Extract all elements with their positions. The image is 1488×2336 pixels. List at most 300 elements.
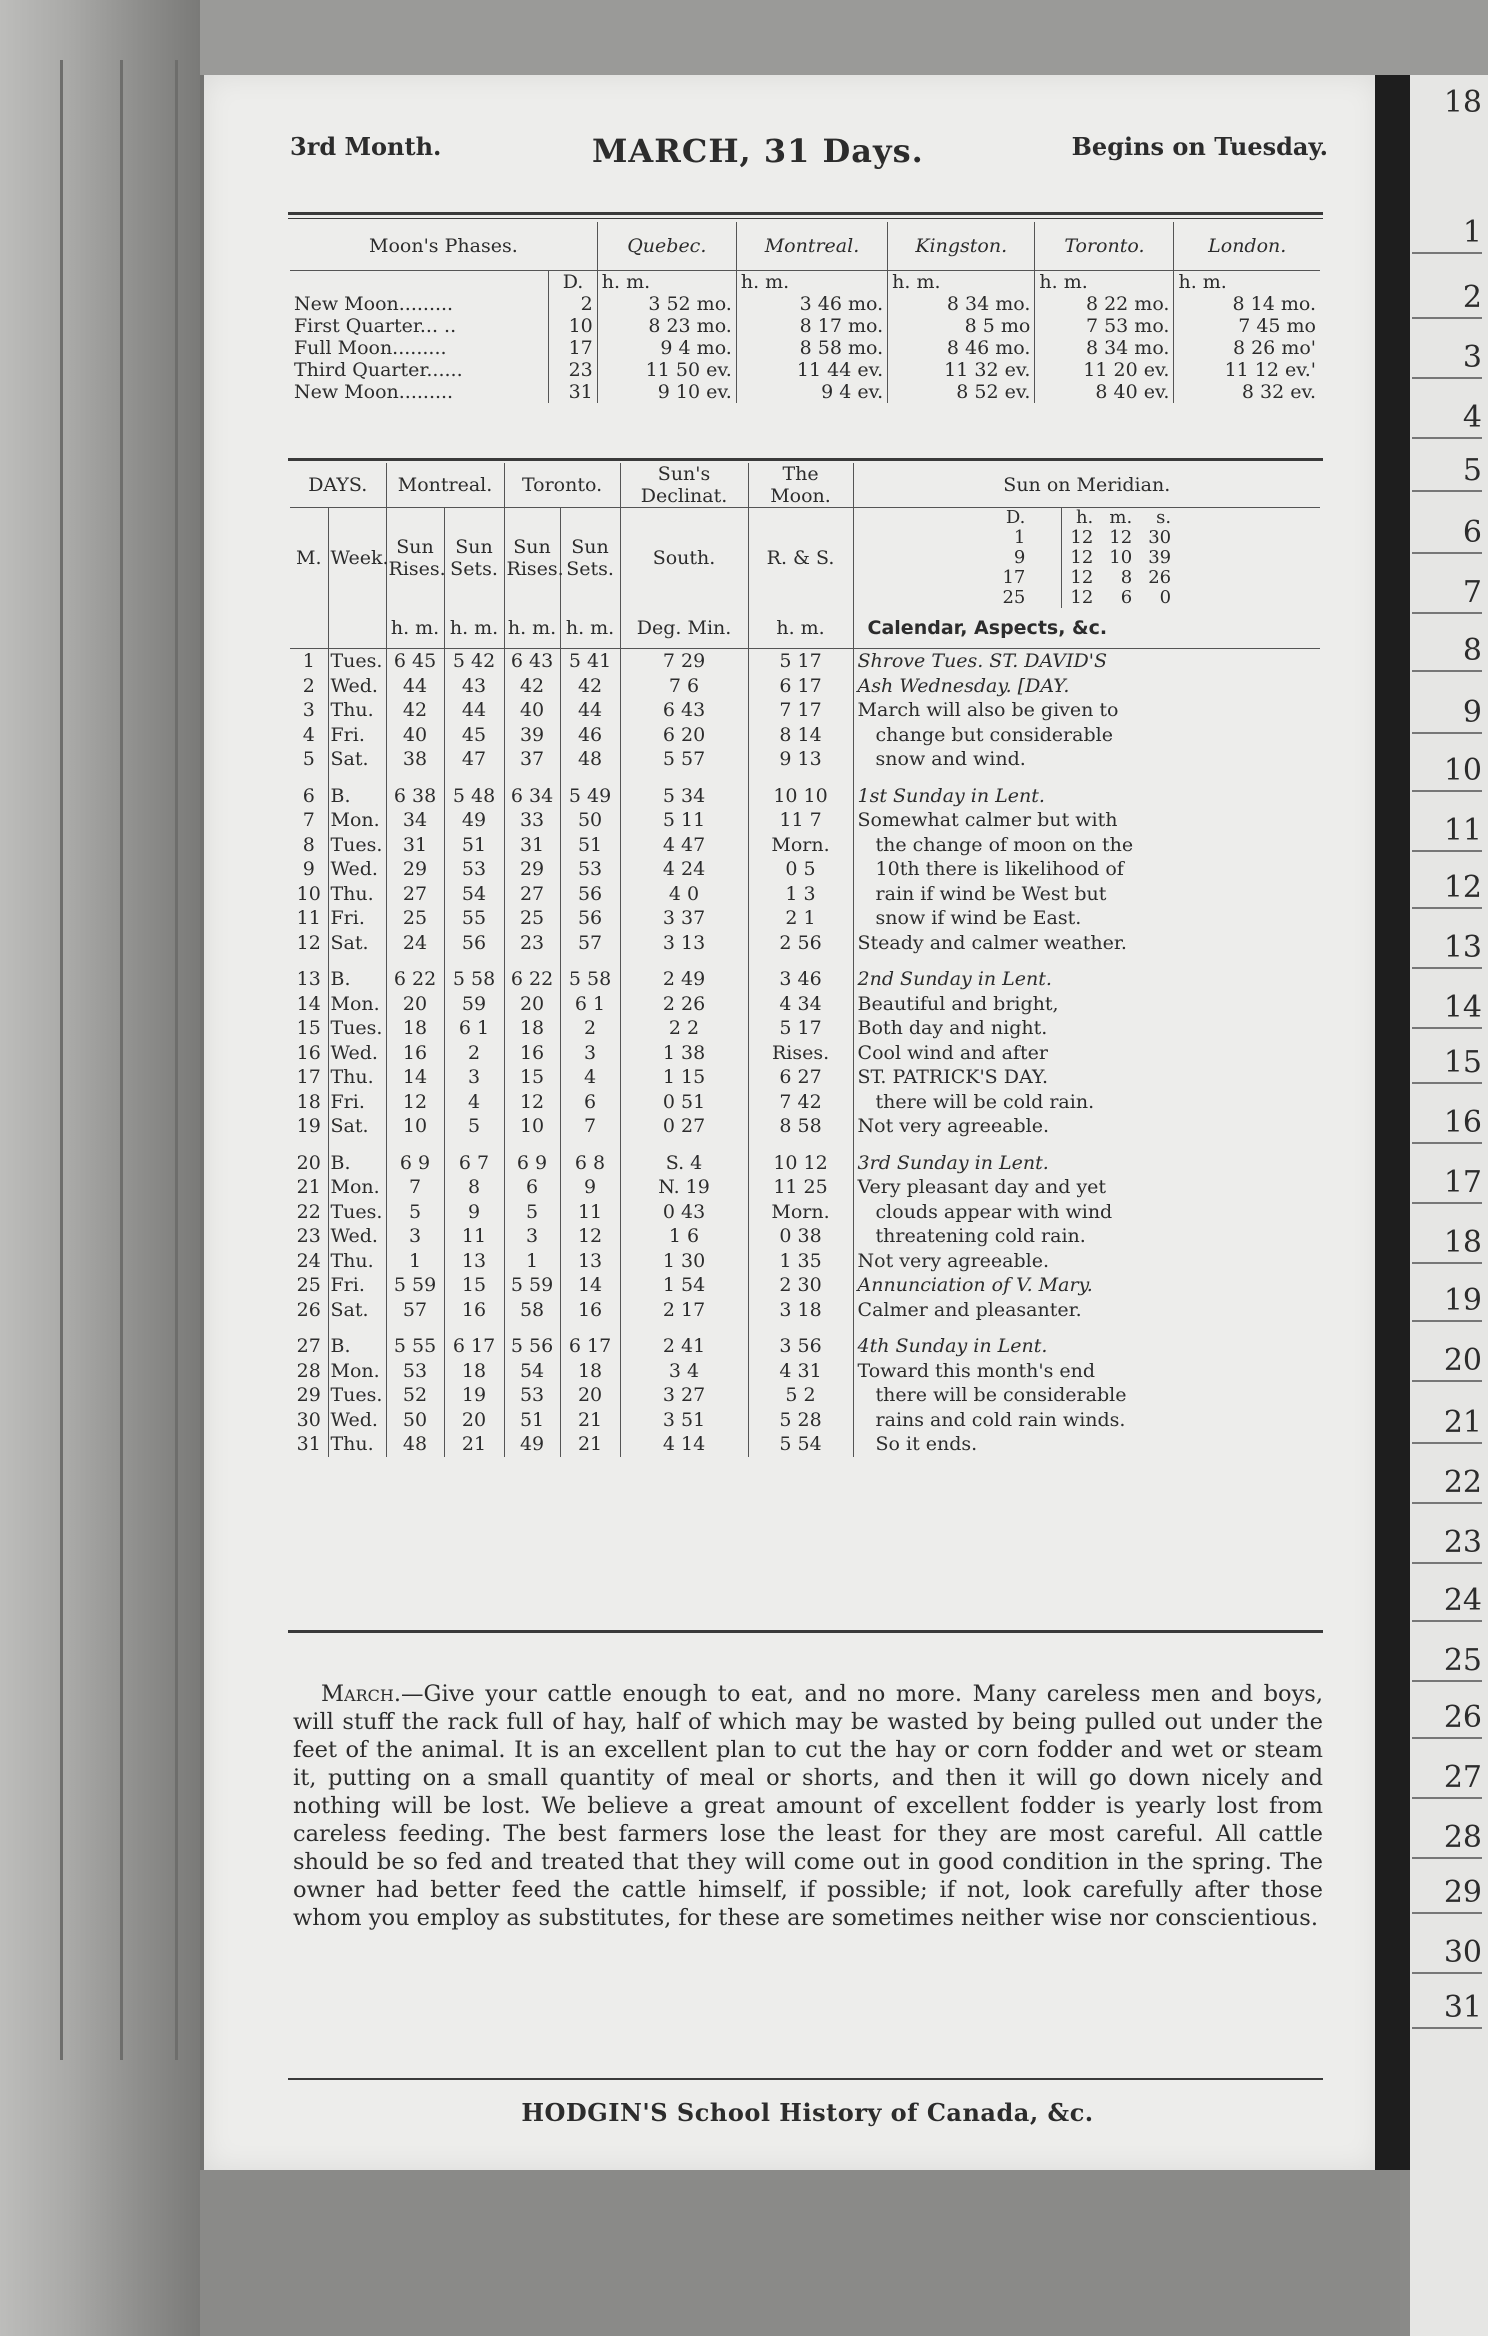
day-week: Wed. — [328, 1224, 386, 1249]
phase-k: 8 5 mo — [888, 315, 1035, 337]
montreal-rise: 6 22 — [386, 967, 444, 992]
toronto-set: 18 — [560, 1359, 620, 1384]
day-num: 13 — [290, 967, 328, 992]
toronto-set: 5 58 — [560, 967, 620, 992]
meridian-head-d: D. — [994, 508, 1061, 528]
page-bottom-shadow — [200, 2170, 1410, 2336]
toronto-set: 4 — [560, 1065, 620, 1090]
day-row — [290, 1016, 1320, 1041]
day-week: Thu. — [328, 698, 386, 723]
toronto-set: 6 8 — [560, 1151, 620, 1176]
header-sun-rises: Sun Rises. — [386, 508, 444, 609]
day-week: Fri. — [328, 906, 386, 931]
calendar-note: the change of moon on the — [875, 833, 1134, 856]
day-row — [290, 1298, 1320, 1323]
day-week: Fri. — [328, 1273, 386, 1298]
montreal-set: 16 — [444, 1298, 504, 1323]
header-south: South. — [620, 508, 748, 609]
montreal-rise: 5 55 — [386, 1334, 444, 1359]
moon-rs: 1 3 — [748, 882, 853, 907]
header-sun-sets: Sun Sets. — [560, 508, 620, 609]
spine-line — [175, 60, 178, 2060]
calendar-note: threatening cold rain. — [875, 1225, 1086, 1247]
next-page-number: 9 — [1412, 695, 1482, 734]
calendar-note: Somewhat calmer but with — [857, 809, 1118, 831]
day-week: Sat. — [328, 1114, 386, 1139]
spine-line — [60, 60, 63, 2060]
next-page-number: 29 — [1412, 1875, 1482, 1914]
toronto-rise: 40 — [504, 698, 560, 723]
calendar-note: Not very agreeable. — [857, 1115, 1050, 1137]
calendar-note: Not very agreeable. — [857, 1249, 1050, 1272]
moon-rs: 5 2 — [748, 1383, 853, 1408]
montreal-set: 5 42 — [444, 649, 504, 674]
montreal-set: 59 — [444, 992, 504, 1017]
toronto-rise: 5 59 — [504, 1273, 560, 1298]
unit-degmin: Deg. Min. — [620, 608, 748, 649]
header-montreal: Montreal. — [386, 463, 504, 508]
day-week: Tues. — [328, 649, 386, 674]
montreal-rise: 18 — [386, 1016, 444, 1041]
next-page-number: 19 — [1412, 1283, 1482, 1322]
phase-k: 8 52 ev. — [888, 381, 1035, 403]
city-kingston: Kingston. — [888, 222, 1035, 271]
footer-rule — [288, 2078, 1323, 2080]
month-number: 3rd Month. — [290, 132, 442, 161]
declination: S. 4 — [620, 1151, 748, 1176]
day-num: 17 — [290, 1065, 328, 1090]
meridian-cell: 10 — [1109, 547, 1133, 568]
spine-line — [120, 60, 123, 2060]
phase-d: 31 — [549, 381, 597, 403]
toronto-set: 56 — [560, 906, 620, 931]
toronto-set: 12 — [560, 1224, 620, 1249]
moon-rs: 4 31 — [748, 1359, 853, 1384]
toronto-rise: 37 — [504, 747, 560, 772]
calendar-note: snow and wind. — [875, 748, 1026, 770]
calendar-note: change but considerable — [875, 723, 1113, 746]
book-spine — [0, 0, 200, 2336]
moon-rs: 10 12 — [748, 1151, 853, 1176]
day-row — [290, 931, 1320, 956]
header-sun-sets: Sun Sets. — [444, 508, 504, 609]
march-advice-paragraph — [293, 1680, 1323, 1932]
city-montreal: Montreal. — [736, 222, 887, 271]
header-m: M. — [290, 508, 328, 609]
moon-rs: Morn. — [748, 1200, 853, 1225]
meridian-cell: 6 — [1120, 587, 1133, 608]
day-row — [290, 1432, 1320, 1457]
unit-hm: h. m. — [560, 608, 620, 649]
toronto-set: 9 — [560, 1175, 620, 1200]
montreal-rise: 38 — [386, 747, 444, 772]
meridian-cell: 39 — [1148, 547, 1172, 568]
toronto-rise: 53 — [504, 1383, 560, 1408]
day-row — [290, 1175, 1320, 1200]
montreal-set: 54 — [444, 882, 504, 907]
day-row — [290, 906, 1320, 931]
toronto-rise: 6 22 — [504, 967, 560, 992]
declination: 7 29 — [620, 649, 748, 674]
declination: 5 34 — [620, 784, 748, 809]
header-toronto: Toronto. — [504, 463, 620, 508]
day-row — [290, 1224, 1320, 1249]
phase-row — [290, 293, 1320, 315]
declination: 0 43 — [620, 1200, 748, 1225]
unit-hm: h. m. — [1035, 271, 1174, 294]
next-page-number: 23 — [1412, 1525, 1482, 1564]
moon-rs: 4 34 — [748, 992, 853, 1017]
moon-rs: 5 28 — [748, 1408, 853, 1433]
moon-rs: 1 35 — [748, 1249, 853, 1274]
unit-hm: h. m. — [386, 608, 444, 649]
calendar-note: Ash Wednesday. [DAY. — [857, 674, 1070, 697]
montreal-rise: 1 — [386, 1249, 444, 1274]
declination: 1 54 — [620, 1273, 748, 1298]
toronto-set: 57 — [560, 931, 620, 956]
montreal-rise: 7 — [386, 1175, 444, 1200]
day-num: 3 — [290, 698, 328, 723]
phase-t: 8 34 mo. — [1035, 337, 1174, 359]
toronto-rise: 54 — [504, 1359, 560, 1384]
next-page-number: 18 — [1412, 1225, 1482, 1264]
day-week: Sat. — [328, 1298, 386, 1323]
toronto-rise: 29 — [504, 857, 560, 882]
day-num: 14 — [290, 992, 328, 1017]
phase-d: 17 — [549, 337, 597, 359]
toronto-set: 16 — [560, 1298, 620, 1323]
montreal-rise: 12 — [386, 1090, 444, 1115]
day-week: Tues. — [328, 1016, 386, 1041]
montreal-rise: 5 59 — [386, 1273, 444, 1298]
day-num: 26 — [290, 1298, 328, 1323]
montreal-set: 18 — [444, 1359, 504, 1384]
montreal-rise: 40 — [386, 723, 444, 748]
toronto-set: 14 — [560, 1273, 620, 1298]
next-page-number: 12 — [1412, 870, 1482, 909]
toronto-set: 5 41 — [560, 649, 620, 674]
day-row — [290, 784, 1320, 809]
day-num: 24 — [290, 1249, 328, 1274]
declination: 4 47 — [620, 833, 748, 858]
day-row — [290, 833, 1320, 858]
toronto-rise: 5 — [504, 1200, 560, 1225]
meridian-cell: 17 — [994, 568, 1061, 588]
phase-m: 8 17 mo. — [736, 315, 887, 337]
montreal-set: 9 — [444, 1200, 504, 1225]
montreal-rise: 6 9 — [386, 1151, 444, 1176]
declination: N. 19 — [620, 1175, 748, 1200]
montreal-rise: 3 — [386, 1224, 444, 1249]
phase-m: 9 4 ev. — [736, 381, 887, 403]
montreal-rise: 53 — [386, 1359, 444, 1384]
moon-rs: 9 13 — [748, 747, 853, 772]
toronto-rise: 16 — [504, 1041, 560, 1066]
next-page-number: 16 — [1412, 1105, 1482, 1144]
phase-row — [290, 337, 1320, 359]
meridian-head-h: h. — [1075, 507, 1094, 528]
day-row — [290, 698, 1320, 723]
montreal-set: 49 — [444, 808, 504, 833]
moon-rs: 5 54 — [748, 1432, 853, 1457]
toronto-set: 6 — [560, 1090, 620, 1115]
montreal-rise: 10 — [386, 1114, 444, 1139]
toronto-set: 11 — [560, 1200, 620, 1225]
meridian-head-s: s. — [1156, 507, 1172, 528]
unit-hm: h. m. — [504, 608, 560, 649]
toronto-rise: 27 — [504, 882, 560, 907]
phase-k: 11 32 ev. — [888, 359, 1035, 381]
day-num: 7 — [290, 808, 328, 833]
meridian-cell: 12 — [1070, 567, 1094, 588]
phase-d: 2 — [549, 293, 597, 315]
next-page-number: 1 — [1412, 215, 1482, 254]
unit-moon: h. m. — [748, 608, 853, 649]
calendar-note: Steady and calmer weather. — [857, 931, 1127, 954]
day-row — [290, 967, 1320, 992]
toronto-rise: 6 9 — [504, 1151, 560, 1176]
next-page-number: 28 — [1412, 1820, 1482, 1859]
toronto-set: 13 — [560, 1249, 620, 1274]
calendar-note: So it ends. — [875, 1433, 978, 1455]
calendar-note: there will be cold rain. — [875, 1090, 1095, 1113]
toronto-set: 42 — [560, 674, 620, 699]
calendar-note: 10th there is likelihood of — [875, 858, 1124, 880]
toronto-set: 6 1 — [560, 992, 620, 1017]
montreal-rise: 6 45 — [386, 649, 444, 674]
declination: 1 30 — [620, 1249, 748, 1274]
day-num: 10 — [290, 882, 328, 907]
phase-name: Third Quarter...... — [290, 359, 549, 381]
montreal-rise: 31 — [386, 833, 444, 858]
day-week: Wed. — [328, 857, 386, 882]
day-week: Mon. — [328, 1175, 386, 1200]
paragraph-text: —Give your cattle enough to eat, and no more. Many careless men and boys, will stuff the rack full of hay, half of which may be wasted by being pulled out under the feet of the animal. It is an excellent plan to cut the hay or corn fodder and wet or steam it, putting on a small quantity of meal or shorts, and then it will go down nicely and nothing will be lost. We believe a great amount of excellent fodder is yearly lost from careless feeding. The best farmers lose the least for they are most careful. All cattle should be so fed and treated that they will come out in good condition in the spring. The owner had better feed the cattle himself, if possible; if not, look carefully after those whom you employ as substitutes, for these are sometimes neither wise nor conscientious. — [293, 1681, 1323, 1931]
toronto-set: 5 49 — [560, 784, 620, 809]
montreal-rise: 14 — [386, 1065, 444, 1090]
declination: 3 37 — [620, 906, 748, 931]
montreal-rise: 5 — [386, 1200, 444, 1225]
declination: 3 27 — [620, 1383, 748, 1408]
day-row — [290, 1359, 1320, 1384]
city-london: London. — [1174, 222, 1320, 271]
moon-rs: 3 56 — [748, 1334, 853, 1359]
meridian-cell: 9 — [994, 548, 1061, 568]
moon-rs: 7 42 — [748, 1090, 853, 1115]
day-num: 6 — [290, 784, 328, 809]
toronto-rise: 25 — [504, 906, 560, 931]
phase-d: 23 — [549, 359, 597, 381]
toronto-set: 56 — [560, 882, 620, 907]
montreal-rise: 16 — [386, 1041, 444, 1066]
moon-rs: 0 5 — [748, 857, 853, 882]
day-num: 25 — [290, 1273, 328, 1298]
top-rule-thin — [288, 218, 1323, 219]
day-row — [290, 674, 1320, 699]
day-week: Thu. — [328, 1432, 386, 1457]
meridian-cell: 12 — [1070, 527, 1094, 548]
declination: 2 26 — [620, 992, 748, 1017]
declination: 4 24 — [620, 857, 748, 882]
meridian-table — [853, 508, 1320, 609]
phases-header: Moon's Phases. — [290, 222, 597, 271]
next-page-number: 7 — [1412, 575, 1482, 614]
week-gap — [290, 1322, 1320, 1334]
day-row — [290, 1408, 1320, 1433]
calendar-note: 4th Sunday in Lent. — [857, 1335, 1048, 1357]
day-num: 22 — [290, 1200, 328, 1225]
moon-rs: 0 38 — [748, 1224, 853, 1249]
day-row — [290, 1065, 1320, 1090]
montreal-set: 6 17 — [444, 1334, 504, 1359]
phase-q: 9 10 ev. — [597, 381, 736, 403]
montreal-rise: 29 — [386, 857, 444, 882]
montreal-rise: 24 — [386, 931, 444, 956]
toronto-set: 2 — [560, 1016, 620, 1041]
toronto-set: 6 17 — [560, 1334, 620, 1359]
meridian-cell: 8 — [1120, 567, 1133, 588]
moon-rs: Morn. — [748, 833, 853, 858]
day-row — [290, 723, 1320, 748]
phase-name: New Moon......... — [290, 293, 549, 315]
next-page-number: 20 — [1412, 1343, 1482, 1382]
montreal-set: 6 1 — [444, 1016, 504, 1041]
meridian-cell: 12 — [1070, 547, 1094, 568]
calendar-note: March will also be given to — [857, 699, 1119, 721]
day-num: 29 — [290, 1383, 328, 1408]
phase-q: 11 50 ev. — [597, 359, 736, 381]
calendar-title: Calendar, Aspects, &c. — [853, 608, 1320, 649]
moon-rs: 3 46 — [748, 967, 853, 992]
moon-rs: 7 17 — [748, 698, 853, 723]
day-week: Thu. — [328, 1065, 386, 1090]
day-week: Wed. — [328, 1041, 386, 1066]
declination: 3 13 — [620, 931, 748, 956]
day-week: Tues. — [328, 833, 386, 858]
declination: 7 6 — [620, 674, 748, 699]
next-page-number: 30 — [1412, 1935, 1482, 1974]
montreal-set: 44 — [444, 698, 504, 723]
day-num: 5 — [290, 747, 328, 772]
phase-l: 7 45 mo — [1238, 315, 1316, 337]
toronto-rise: 1 — [504, 1249, 560, 1274]
montreal-set: 47 — [444, 747, 504, 772]
days-table — [290, 463, 1320, 1457]
toronto-rise: 6 34 — [504, 784, 560, 809]
toronto-rise: 3 — [504, 1224, 560, 1249]
declination: 2 17 — [620, 1298, 748, 1323]
calendar-note: Calmer and pleasanter. — [857, 1298, 1082, 1321]
day-num: 12 — [290, 931, 328, 956]
phase-k: 8 46 mo. — [888, 337, 1035, 359]
next-page-number: 21 — [1412, 1405, 1482, 1444]
toronto-rise: 6 43 — [504, 649, 560, 674]
top-rule — [288, 212, 1323, 215]
phase-row — [290, 315, 1320, 337]
moon-rs: 2 1 — [748, 906, 853, 931]
day-num: 2 — [290, 674, 328, 699]
calendar-note: snow if wind be East. — [875, 907, 1082, 929]
meridian-row — [994, 568, 1179, 588]
next-page-number: 14 — [1412, 990, 1482, 1029]
declination: 5 57 — [620, 747, 748, 772]
day-row — [290, 857, 1320, 882]
calendar-note: Toward this month's end — [857, 1359, 1096, 1382]
day-week: Tues. — [328, 1200, 386, 1225]
day-week: Sat. — [328, 747, 386, 772]
begins-on: Begins on Tuesday. — [1071, 132, 1328, 161]
city-quebec: Quebec. — [597, 222, 736, 271]
calendar-note: Shrove Tues. ST. DAVID'S — [857, 650, 1107, 672]
montreal-set: 45 — [444, 723, 504, 748]
next-page-number: 24 — [1412, 1583, 1482, 1622]
montreal-set: 43 — [444, 674, 504, 699]
montreal-set: 5 58 — [444, 967, 504, 992]
meridian-row — [994, 548, 1179, 568]
calendar-note: rains and cold rain winds. — [875, 1408, 1126, 1431]
montreal-set: 20 — [444, 1408, 504, 1433]
unit-d: D. — [549, 271, 597, 294]
day-week: B. — [328, 1151, 386, 1176]
declination: 2 2 — [620, 1016, 748, 1041]
day-week: B. — [328, 784, 386, 809]
toronto-rise: 39 — [504, 723, 560, 748]
next-page-number: 5 — [1412, 453, 1482, 492]
declination: 2 49 — [620, 967, 748, 992]
next-page-number: 15 — [1412, 1045, 1482, 1084]
toronto-rise: 58 — [504, 1298, 560, 1323]
day-row — [290, 1383, 1320, 1408]
toronto-rise: 49 — [504, 1432, 560, 1457]
declination: 4 14 — [620, 1432, 748, 1457]
toronto-rise: 33 — [504, 808, 560, 833]
header-week: Week. — [328, 508, 386, 609]
toronto-set: 51 — [560, 833, 620, 858]
moon-rs: 8 14 — [748, 723, 853, 748]
calendar-note: there will be considerable — [875, 1384, 1127, 1406]
montreal-set: 55 — [444, 906, 504, 931]
moon-phases-table — [290, 222, 1320, 403]
declination: 0 27 — [620, 1114, 748, 1139]
meridian-cell: 1 — [994, 528, 1061, 548]
meridian-row — [994, 588, 1179, 608]
phase-q: 9 4 mo. — [597, 337, 736, 359]
city-toronto: Toronto. — [1035, 222, 1174, 271]
day-row — [290, 747, 1320, 772]
montreal-rise: 25 — [386, 906, 444, 931]
calendar-note: ST. PATRICK'S DAY. — [857, 1066, 1049, 1088]
header-declination: Sun's Declinat. — [620, 463, 748, 508]
montreal-set: 15 — [444, 1273, 504, 1298]
week-gap — [290, 955, 1320, 967]
day-num: 21 — [290, 1175, 328, 1200]
day-week: Mon. — [328, 992, 386, 1017]
toronto-set: 48 — [560, 747, 620, 772]
phase-t: 11 20 ev. — [1035, 359, 1174, 381]
meridian-cell: 26 — [1148, 567, 1172, 588]
toronto-rise: 23 — [504, 931, 560, 956]
next-page-number: 10 — [1412, 753, 1482, 792]
next-page-number: 2 — [1412, 280, 1482, 319]
montreal-set: 21 — [444, 1432, 504, 1457]
declination: 1 38 — [620, 1041, 748, 1066]
moon-rs: 5 17 — [748, 1016, 853, 1041]
phase-row — [290, 381, 1320, 403]
header-sun-rises: Sun Rises. — [504, 508, 560, 609]
declination: 5 11 — [620, 808, 748, 833]
declination: 3 51 — [620, 1408, 748, 1433]
calendar-note: Beautiful and bright, — [857, 992, 1059, 1015]
